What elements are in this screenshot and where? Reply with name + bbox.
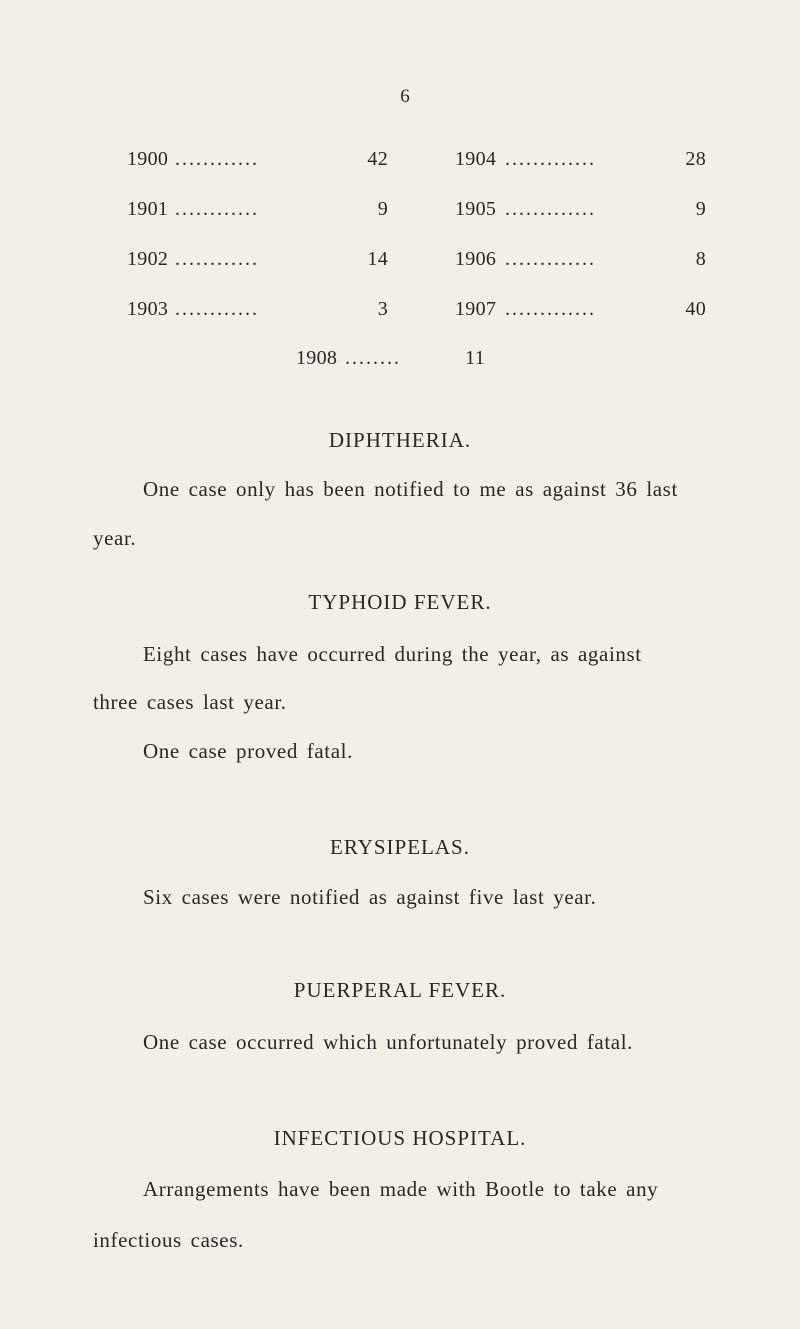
table-leader-dots: ............ — [175, 248, 259, 270]
table-leader-dots: ............. — [505, 248, 596, 270]
table-year: 1902 — [127, 248, 169, 270]
section-heading-puerperal: PUERPERAL FEVER. — [293, 978, 507, 1002]
table-value: 42 — [367, 148, 388, 170]
section-heading-erysipelas: ERYSIPELAS. — [330, 835, 470, 859]
table-leader-dots: ............ — [175, 298, 259, 320]
table-row — [0, 248, 800, 274]
table-value: 28 — [685, 148, 706, 170]
paragraph-line: year. — [93, 526, 137, 550]
page-number: 6 — [400, 86, 410, 107]
table-value: 9 — [377, 198, 388, 220]
table-value: 11 — [465, 347, 485, 369]
table-row — [0, 298, 800, 324]
table-value: 9 — [695, 198, 706, 220]
table-value: 40 — [685, 298, 706, 320]
table-row — [0, 198, 800, 224]
section-heading-hospital: INFECTIOUS HOSPITAL. — [273, 1126, 527, 1150]
table-leader-dots: ............ — [175, 148, 259, 170]
table-year: 1900 — [127, 148, 169, 170]
table-row — [0, 347, 800, 373]
table-year: 1901 — [127, 198, 169, 220]
table-year: 1906 — [455, 248, 497, 270]
table-year: 1908 — [296, 347, 338, 369]
table-leader-dots: ............. — [505, 298, 596, 320]
paragraph-line: Six cases were notified as against five last year. — [143, 885, 597, 909]
section-heading-diphtheria: DIPHTHERIA. — [328, 428, 472, 452]
table-row — [0, 148, 800, 174]
table-value: 8 — [695, 248, 706, 270]
table-year: 1907 — [455, 298, 497, 320]
table-year: 1903 — [127, 298, 169, 320]
paragraph-line: three cases last year. — [93, 690, 287, 714]
table-value: 14 — [367, 248, 388, 270]
table-value: 3 — [377, 298, 388, 320]
table-year: 1905 — [455, 198, 497, 220]
table-leader-dots: ............ — [175, 198, 259, 220]
paragraph-line: One case occurred which unfortunately proved fatal. — [143, 1030, 633, 1054]
paragraph-line: Eight cases have occurred during the year, as against — [143, 642, 642, 666]
paragraph-line: Arrangements have been made with Bootle to take any — [143, 1177, 659, 1201]
table-leader-dots: ............. — [505, 198, 596, 220]
table-leader-dots: ............. — [505, 148, 596, 170]
paragraph-line: infectious cases. — [93, 1228, 244, 1252]
paragraph-line: One case only has been notified to me as against 36 last — [143, 477, 678, 501]
table-leader-dots: ........ — [345, 347, 401, 369]
section-heading-typhoid: TYPHOID FEVER. — [308, 590, 492, 614]
table-year: 1904 — [455, 148, 497, 170]
paragraph-line: One case proved fatal. — [143, 739, 353, 763]
